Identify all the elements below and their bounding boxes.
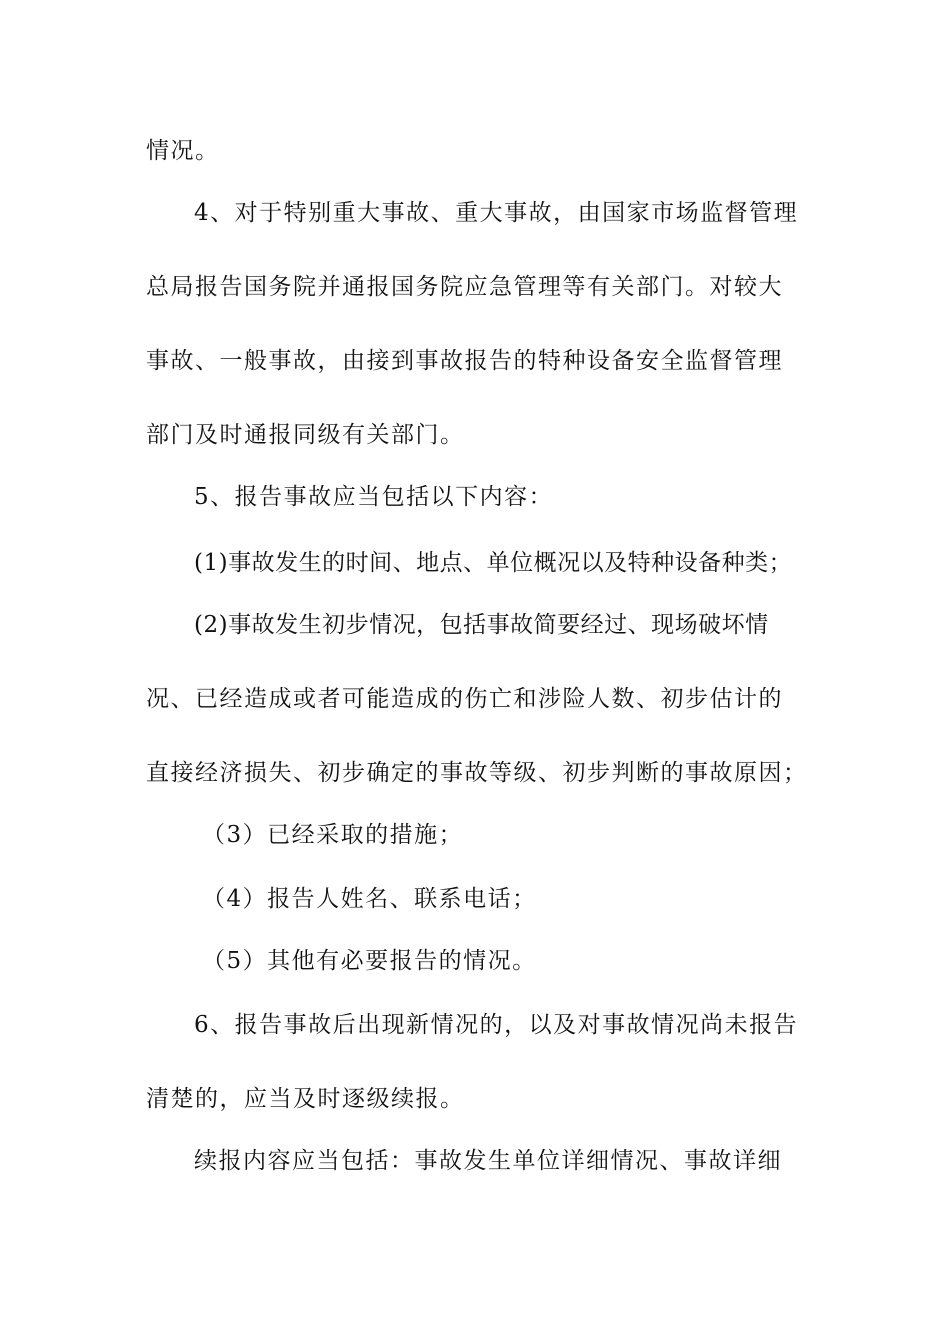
text-line-2: 4、对于特别重大事故、重大事故，由国家市场监督管理	[194, 200, 799, 226]
text-line-4: 事故、一般事故，由接到事故报告的特种设备安全监督管理	[146, 348, 783, 374]
text-line-15: 清楚的，应当及时逐级续报。	[146, 1086, 465, 1112]
text-line-14: 6、报告事故后出现新情况的，以及对事故情况尚未报告	[194, 1012, 799, 1038]
text-line-5: 部门及时通报同级有关部门。	[146, 422, 465, 448]
text-line-8: (2)事故发生初步情况，包括事故简要经过、现场破坏情	[194, 612, 769, 638]
text-line-11: （3）已经采取的措施；	[202, 822, 464, 848]
text-line-3: 总局报告国务院并通报国务院应急管理等有关部门。对较大	[146, 274, 783, 300]
text-line-9: 况、已经造成或者可能造成的伤亡和涉险人数、初步估计的	[146, 686, 783, 712]
text-line-12: （4）报告人姓名、联系电话；	[202, 886, 537, 912]
text-line-6: 5、报告事故应当包括以下内容：	[194, 484, 554, 510]
text-line-7: (1)事故发生的时间、地点、单位概况以及特种设备种类；	[194, 550, 793, 576]
text-line-10: 直接经济损失、初步确定的事故等级、初步判断的事故原因；	[146, 760, 808, 786]
text-line-1: 情况。	[146, 138, 220, 164]
text-line-13: （5）其他有必要报告的情况。	[202, 948, 537, 974]
text-line-16: 续报内容应当包括：事故发生单位详细情况、事故详细	[194, 1148, 782, 1174]
